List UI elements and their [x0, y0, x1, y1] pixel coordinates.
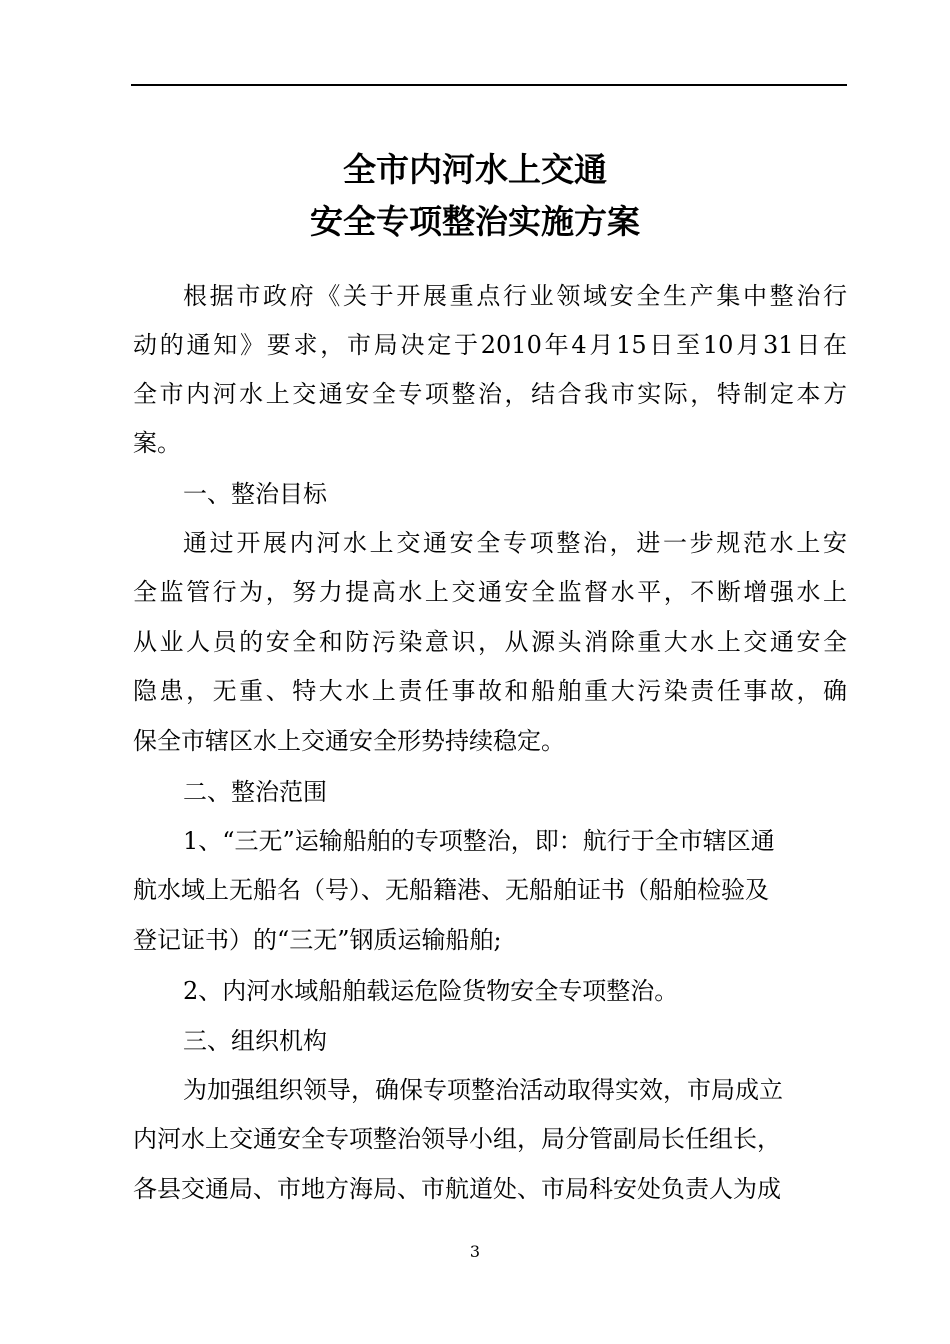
document-title-line-1: 全市内河水上交通: [343, 150, 607, 189]
body-text-line: 2、内河水域船舶载运危险货物安全专项整治。: [183, 977, 679, 1005]
body-text-line: 保全市辖区水上交通安全形势持续稳定。: [133, 727, 565, 755]
body-text-line: 根据市政府《关于开展重点行业领域安全生产集中整治行: [183, 282, 847, 310]
section-heading: 一、整治目标: [183, 480, 327, 508]
body-text-line: 全市内河水上交通安全专项整治，结合我市实际，特制定本方: [133, 380, 847, 408]
body-text-line: 1、“三无”运输船舶的专项整治，即：航行于全市辖区通: [183, 827, 775, 855]
body-text-line: 航水域上无船名（号）、无船籍港、无船舶证书（船舶检验及: [133, 876, 769, 904]
section-heading: 二、整治范围: [183, 778, 327, 806]
body-text-line: 全监管行为，努力提高水上交通安全监督水平，不断增强水上: [133, 578, 847, 606]
body-text-line: 案。: [133, 429, 181, 457]
section-heading: 三、组织机构: [183, 1027, 327, 1055]
body-text-line: 从业人员的安全和防污染意识，从源头消除重大水上交通安全: [133, 628, 847, 656]
page-number: 3: [469, 1242, 481, 1261]
body-text-line: 为加强组织领导，确保专项整治活动取得实效，市局成立: [183, 1076, 783, 1104]
document-title-line-2: 安全专项整治实施方案: [310, 202, 640, 241]
body-text-line: 隐患，无重、特大水上责任事故和船舶重大污染责任事故，确: [133, 677, 847, 705]
header-rule: [131, 84, 847, 86]
body-text-line: 内河水上交通安全专项整治领导小组，局分管副局长任组长，: [133, 1125, 781, 1153]
body-text-line: 各县交通局、市地方海局、市航道处、市局科安处负责人为成: [133, 1175, 781, 1203]
body-text-line: 动的通知》要求，市局决定于2010年4月15日至10月31日在: [133, 331, 847, 359]
body-text-line: 通过开展内河水上交通安全专项整治，进一步规范水上安: [183, 529, 847, 557]
body-text-line: 登记证书）的“三无”钢质运输船舶;: [133, 926, 502, 954]
